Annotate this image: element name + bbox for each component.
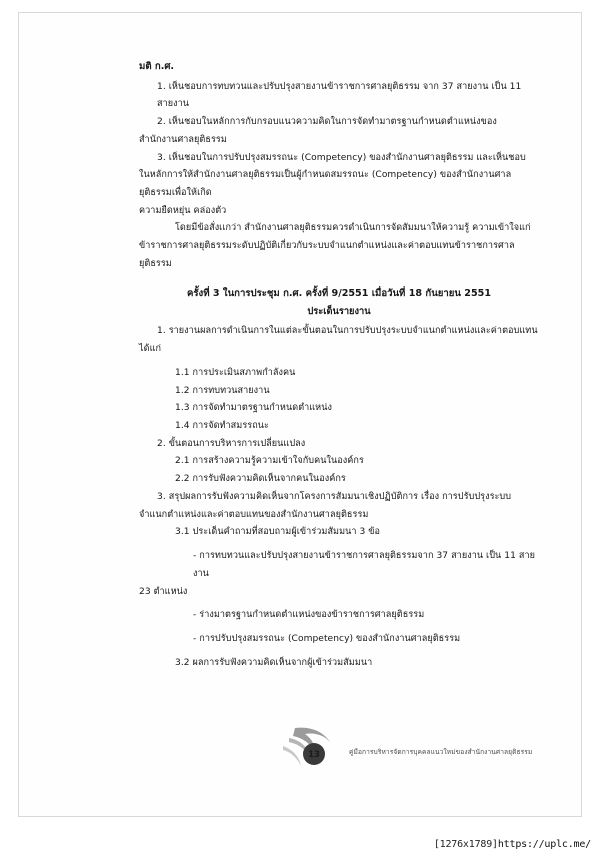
meeting-subtitle: ประเด็นรายงาน <box>307 306 371 318</box>
meeting-item-1-3: 1.3 การจัดทำมาตรฐานกำหนดตำแหน่ง <box>175 403 332 414</box>
meeting-title: ครั้งที่ 3 ในการประชุม ก.ศ. ครั้งที่ 9/2551 เมื่อวันที่ 18 กันยายน 2551 <box>186 287 492 299</box>
paragraph-item-2-continued: สำนักงานศาลยุติธรรม <box>139 134 227 145</box>
paragraph-item-3-continued-2: ความยืดหยุ่น คล่องตัว <box>139 205 227 216</box>
footer-note: คู่มือการบริหารจัดการบุคคลแนวใหม่ของสำนักงานศาลยุติธรรม <box>349 748 533 756</box>
meeting-item-3-1: 3.1 ประเด็นคำถามที่สอบถามผู้เข้าร่วมสัมมนา 3 ข้อ <box>175 527 381 538</box>
spacer <box>139 274 539 285</box>
meeting-item-1: 1. รายงานผลการดำเนินการในแต่ละขั้นตอนในการปรับปรุงระบบจำแนกตำแหน่งและค่าตอบแทน <box>157 326 538 337</box>
paragraph-item-3: 3. เห็นชอบในการปรับปรุงสมรรถนะ (Competency) ของสำนักงานศาลยุติธรรม และเห็นชอบ <box>157 152 526 163</box>
meeting-item-3-1-bullet-a: - การทบทวนและปรับปรุงสายงานข้าราชการศาลยุติธรรมจาก 37 สายงาน เป็น 11 สายงาน <box>193 551 535 579</box>
meeting-item-3-2: 3.2 ผลการรับฟังความคิดเห็นจากผู้เข้าร่วมสัมมนา <box>175 657 373 668</box>
meeting-item-2: 2. ขั้นตอนการบริหารการเปลี่ยนแปลง <box>157 438 306 449</box>
watermark-dimensions: [1276x1789] <box>433 839 498 850</box>
paragraph-item-1: 1. เห็นชอบการทบทวนและปรับปรุงสายงานข้าราชการศาลยุติธรรม จาก 37 สายงาน เป็น 11 สายงาน <box>157 81 522 110</box>
footer-logo <box>281 724 341 770</box>
meeting-item-3-1-bullet-a-continued: 23 ตำแหน่ง <box>139 586 188 597</box>
meeting-item-3-1-bullet-b: - ร่างมาตรฐานกำหนดตำแหน่งของข้าราชการศาลยุติธรรม <box>193 610 425 621</box>
meeting-item-2-2: 2.2 การรับฟังความคิดเห็นจากคนในองค์กร <box>175 474 346 485</box>
paragraph-item-2: 2. เห็นชอบในหลักการกับกรอบแนวความคิดในการจัดทำมาตรฐานกำหนดตำแหน่งของ <box>157 117 497 128</box>
meeting-item-3: 3. สรุปผลการรับฟังความคิดเห็นจากโครงการสัมมนาเชิงปฏิบัติการ เรื่อง การปรับปรุงระบบ <box>157 491 512 502</box>
swoosh-icon <box>281 724 341 770</box>
meeting-item-1-continued: ได้แก่ <box>139 344 162 355</box>
meeting-item-1-4: 1.4 การจัดทำสมรรถนะ <box>175 421 269 432</box>
meeting-item-3-1-bullet-c: - การปรับปรุงสมรรถนะ (Competency) ของสำนักงานศาลยุติธรรม <box>193 633 461 644</box>
document-page <box>18 12 582 817</box>
meeting-item-3-continued: จำแนกตำแหน่งและค่าตอบแทนของสำนักงานศาลยุติธรรม <box>139 509 369 520</box>
section-heading-mati: มติ ก.ศ. <box>139 61 175 72</box>
meeting-item-2-1: 2.1 การสร้างความรู้ความเข้าใจกับคนในองค์กร <box>175 456 364 467</box>
page-footer <box>19 724 583 784</box>
page-number: 13 <box>308 750 320 760</box>
meeting-item-1-1: 1.1 การประเมินสภาพกำลังคน <box>175 367 296 378</box>
paragraph-item-3-continued-1: ในหลักการให้สำนักงานศาลยุติธรรมเป็นผู้กำหนดสมรรถนะ (Competency) ของสำนักงานศาลยุติธรรมเพื่อให้เกิด <box>139 170 512 199</box>
document-text-block <box>139 58 539 672</box>
paragraph-closing-1: โดยมีข้อสั่งเเกว่า สำนักงานศาลยุติธรรมควรดำเนินการจัดสัมมนาให้ความรู้ ความเข้าใจแก่ <box>175 223 531 234</box>
watermark-source: https://uplc.me/ <box>497 839 591 850</box>
paragraph-closing-2: ข้าราชการศาลยุติธรรมระดับปฏิบัติเกี่ยวกับระบบจำแนกตำแหน่งและค่าตอบแทนข้าราชการศาลยุติธรรม <box>139 241 515 269</box>
meeting-item-1-2: 1.2 การทบทวนสายงาน <box>175 385 270 396</box>
watermark-badge <box>431 838 594 851</box>
